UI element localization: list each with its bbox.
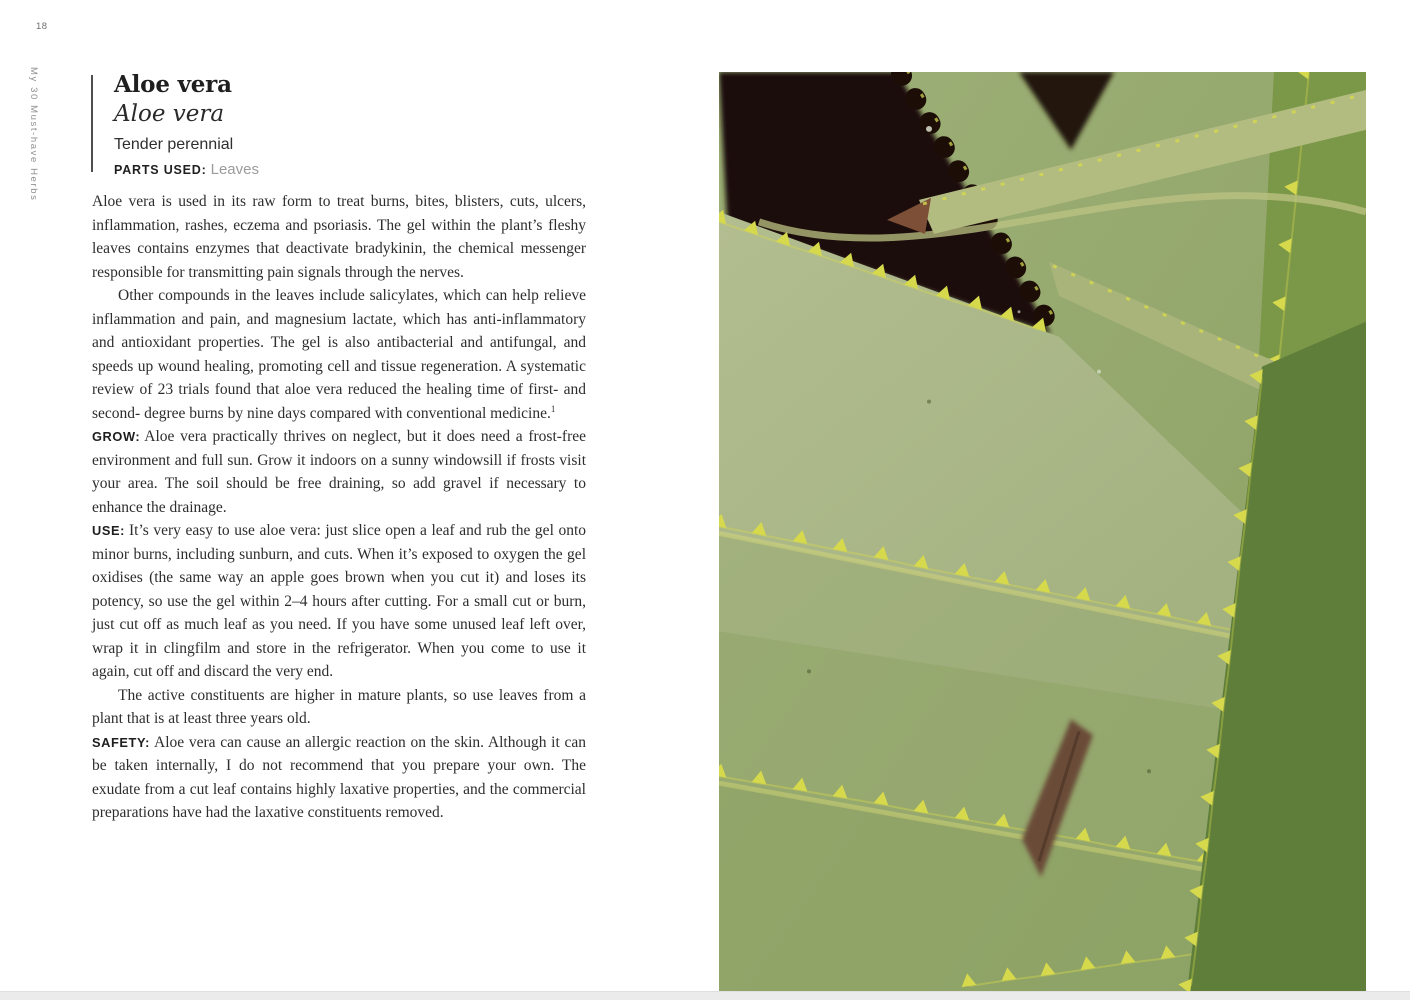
grow-label: GROW: — [92, 429, 141, 444]
herb-title: Aloe vera — [114, 71, 232, 98]
herb-header — [114, 72, 259, 179]
safety-text: Aloe vera can cause an allergic reaction on the skin. Although it can be taken internally, I do not recommend that you prepare your own. The exudate from a cut leaf contains highly laxative properties, and the commercial preparations have had the laxative constituents removed. — [92, 733, 586, 821]
intro-paragraph-1: Aloe vera is used in its raw form to treat burns, bites, blisters, cuts, ulcers, inflammation, rashes, eczema and psoriasis. The gel within the plant’s fleshy leaves contains enzymes that deactivate bradykinin, the chemical messenger responsible for transmitting pain signals through the nerves. — [92, 193, 586, 281]
footnote-marker: 1 — [550, 403, 556, 414]
aloe-photo — [719, 72, 1366, 992]
page-number: 18 — [36, 21, 48, 32]
intro-paragraph-2 — [92, 284, 586, 425]
body-text-column — [92, 190, 586, 825]
herb-latin-name: Aloe vera — [114, 101, 225, 127]
intro-paragraph-2-text: Other compounds in the leaves include salicylates, which can help relieve inflammation and pain, and magnesium lactate, which has anti-inflammatory and antioxidant properties. The gel is also antibacterial and antifungal, and speeds up wound healing, promoting cell and tissue regeneration. A systematic review of 23 trials found that aloe vera reduced the healing time of first- and second- degree burns by nine days compared with conventional medicine. — [92, 287, 586, 422]
parts-used-label: PARTS USED: — [114, 163, 207, 177]
use-label: USE: — [92, 523, 125, 538]
grow-section — [92, 425, 586, 519]
bottom-scrollbar-track[interactable] — [0, 991, 1410, 1000]
chapter-vertical-label: My 30 Must-have Herbs — [28, 67, 39, 202]
header-rule — [91, 75, 93, 172]
use-section — [92, 519, 586, 684]
aloe-photo-figure — [719, 72, 1366, 992]
plant-type: Tender perennial — [114, 136, 234, 153]
use-text: It’s very easy to use aloe vera: just slice open a leaf and rub the gel onto minor burns, including sunburn, and cuts. When it’s exposed to oxygen the gel oxidises (the same way an apple goes brown when you cut it) and loses its potency, so use the gel within 2–4 hours after cutting. For a small cut or burn, just cut off as much leaf as you need. If you have some unused leaf left over, wrap it in clingfilm and store in the refrigerator. When you come to use it again, cut off and discard the very end. — [92, 522, 586, 680]
use-section-paragraph-2: The active constituents are higher in mature plants, so use leaves from a plant that is at least three years old. — [92, 686, 586, 727]
safety-section — [92, 731, 586, 825]
safety-label: SAFETY: — [92, 734, 150, 750]
grow-text: Aloe vera practically thrives on neglect, but it does need a frost-free environment and full sun. Grow it indoors on a sunny windowsill if frosts visit your area. The soil should be free draining, so add gravel if necessary to enhance the drainage. — [92, 428, 586, 516]
parts-used-value: Leaves — [210, 161, 259, 178]
parts-used-row — [114, 161, 259, 179]
